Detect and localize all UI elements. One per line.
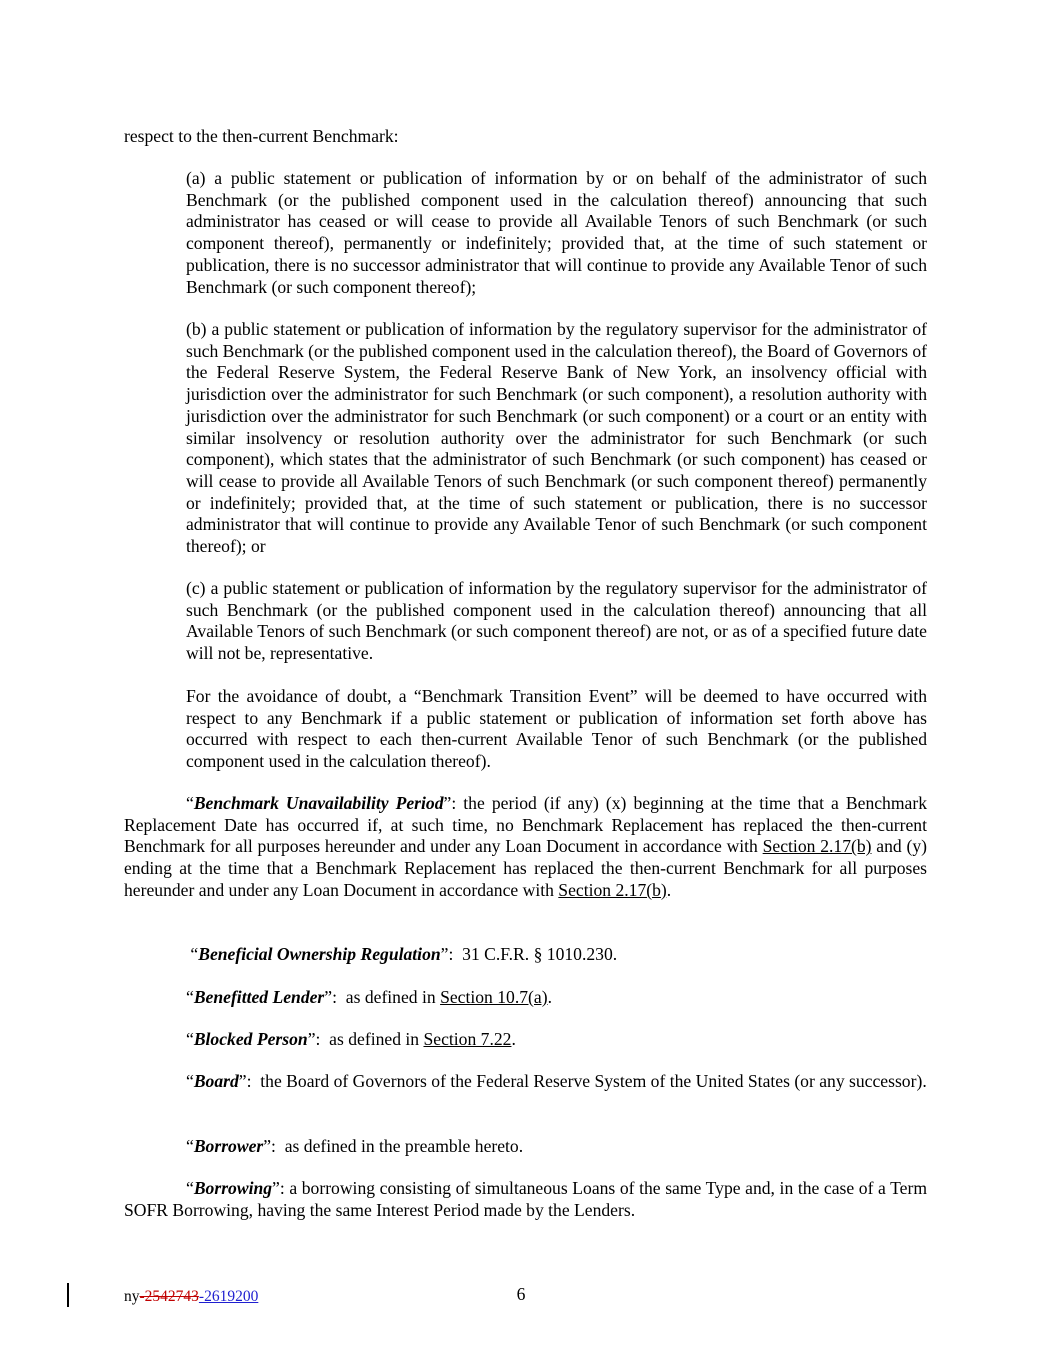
intro-line: respect to the then-current Benchmark: [124, 126, 399, 146]
defined-term: Borrowing [193, 1178, 273, 1198]
defined-term: Borrower [193, 1136, 264, 1156]
defined-term: Beneficial Ownership Regulation [198, 944, 441, 964]
section-reference-link: Section 7.22 [423, 1029, 512, 1049]
avoidance-paragraph: For the avoidance of doubt, a “Benchmark Transition Event” will be deemed to have occurred with respect to any Benchmark if a public statement or publication of information set forth above has occurred with respect to each then-current Available Tenor of such Benchmark (or the published component used in the calculation thereof). [186, 686, 927, 772]
definition-blocked-person: “Blocked Person”: as defined in Section 7.22. [186, 1029, 516, 1049]
section-reference-link: Section 2.17(b) [558, 879, 667, 900]
deleted-document-number: -2542743 [139, 1288, 199, 1305]
defined-term: Benchmark Unavailability Period [193, 793, 444, 813]
clause-b: (b) a public statement or publication of information by the regulatory supervisor for the administrator of such Benchmark (or the published component used in the calculation thereof), the Board of Governors of the Federal Reserve System, the Federal Reserve Bank of New York, an insolvency official with jurisdiction over the administrator for such Benchmark (or such component), a resolution authority with jurisdiction over the administrator for such Benchmark (or such component) or a court or an entity with similar insolvency or resolution authority over the administrator for such Benchmark (or such component), which states that the administrator of such Benchmark (or such component) has ceased or will cease to provide all Available Tenors of such Benchmark (or such component thereof) permanently or indefinitely; provided that, at the time of such statement or publication, there is no successor administrator that will continue to provide any Available Tenor of such Benchmark (or such component thereof); or [186, 319, 927, 557]
definition-borrower: “Borrower”: as defined in the preamble hereto. [186, 1136, 524, 1156]
definition-board: “Board”: the Board of Governors of the Federal Reserve System of the United States (or any successor). [186, 1071, 927, 1091]
page-number: 6 [516, 1284, 526, 1304]
definition-beneficial-ownership-regulation: “Beneficial Ownership Regulation”: 31 C.F.R. § 1010.230. [186, 944, 618, 964]
definition-benchmark-unavailability-period: “Benchmark Unavailability Period”: the period (if any) (x) beginning at the time that a Benchmark Replacement Date has occurred if, at such time, no Benchmark Replacement has replaced the then-current Benchmark for all purposes hereunder and under any Loan Document in accordance with Section 2.17(b) and (y) ending at the time that a Benchmark Replacement has replaced the then-current Benchmark for all purposes hereunder and under any Loan Document in accordance with Section 2.17(b). [124, 793, 928, 900]
definition-benefitted-lender: “Benefitted Lender”: as defined in Section 10.7(a). [186, 987, 552, 1007]
section-reference-link: Section 10.7(a) [440, 987, 548, 1007]
definition-borrowing: “Borrowing”: a borrowing consisting of simultaneous Loans of the same Type and, in the case of a Term SOFR Borrowing, having the same Interest Period made by the Lenders. [124, 1178, 927, 1220]
clause-c: (c) a public statement or publication of information by the regulatory supervisor for the administrator of such Benchmark (or the published component used in the calculation thereof) announcing that all Available Tenors of such Benchmark (or such component thereof) are not, or as of a specified future date will not be, representative. [186, 578, 927, 664]
section-reference-link: Section 2.17(b) [762, 836, 872, 857]
defined-term: Blocked Person [193, 1029, 308, 1049]
document-id-footer: ny-2542743-2619200 [124, 1288, 259, 1305]
change-bar [67, 1283, 69, 1307]
defined-term: Benefitted Lender [193, 987, 325, 1007]
defined-term: Board [193, 1071, 239, 1091]
clause-a: (a) a public statement or publication of information by or on behalf of the administrator of such Benchmark (or the published component used in the calculation thereof) announcing that such administrator has ceased or will cease to provide all Available Tenors of such Benchmark (or such component thereof), permanently or indefinitely; provided that, at the time of such statement or publication, there is no successor administrator that will continue to provide any Available Tenor of such Benchmark (or such component thereof); [186, 168, 927, 297]
inserted-document-number: -2619200 [198, 1288, 259, 1305]
